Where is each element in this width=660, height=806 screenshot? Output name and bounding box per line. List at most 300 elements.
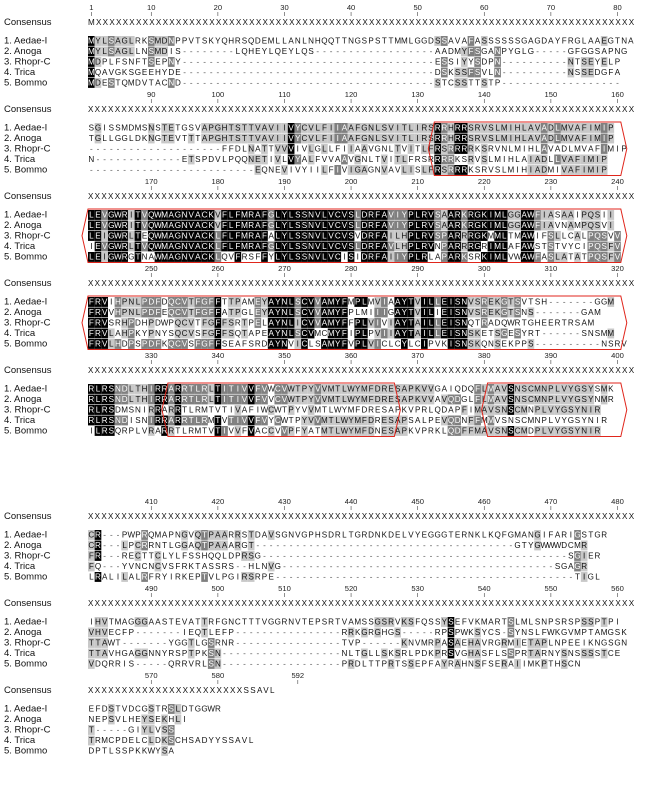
- residue: E: [255, 298, 261, 307]
- residue: F: [375, 221, 380, 230]
- residue: L: [429, 319, 434, 328]
- residue: C: [302, 340, 308, 349]
- residue: T: [249, 134, 254, 143]
- residue: N: [115, 395, 121, 404]
- residue: L: [249, 736, 254, 745]
- consensus-sequence: XXXXXXXXXXXXXXXXXXXXXXXSSAVL: [88, 686, 275, 695]
- residue: I: [270, 155, 272, 164]
- residue: L: [202, 660, 207, 669]
- gap-char: -: [550, 47, 553, 56]
- gap-char: -: [370, 639, 373, 648]
- residue: L: [429, 253, 434, 262]
- gap-char: -: [463, 573, 466, 582]
- residue: E: [395, 531, 401, 540]
- residue: R: [468, 232, 474, 241]
- gap-char: -: [363, 573, 366, 582]
- position-tick: 210: [411, 177, 424, 186]
- residue: R: [122, 232, 128, 241]
- residue: R: [455, 134, 461, 143]
- gap-char: -: [416, 552, 419, 561]
- gap-char: -: [410, 552, 413, 561]
- residue: M: [494, 211, 501, 220]
- residue: T: [582, 253, 587, 262]
- position-tick: 560: [611, 584, 624, 593]
- gap-char: -: [303, 628, 306, 637]
- residue: N: [88, 715, 94, 724]
- residue: R: [168, 649, 174, 658]
- gap-char: -: [117, 552, 120, 561]
- residue: S: [149, 715, 155, 724]
- gap-char: -: [410, 58, 413, 67]
- species-label: 4. Trica: [4, 328, 36, 339]
- gap-char: -: [563, 68, 566, 77]
- residue: F: [468, 47, 473, 56]
- gap-char: -: [137, 166, 140, 175]
- residue: S: [395, 385, 401, 394]
- residue: E: [275, 166, 281, 175]
- gap-char: -: [550, 68, 553, 77]
- residue: A: [149, 253, 155, 262]
- gap-char: -: [523, 68, 526, 77]
- residue: N: [182, 242, 188, 251]
- position-tick: 330: [145, 351, 158, 360]
- residue: S: [515, 37, 521, 46]
- residue: F: [255, 253, 260, 262]
- gap-char: -: [370, 552, 373, 561]
- gap-char: -: [210, 166, 213, 175]
- residue: F: [262, 253, 267, 262]
- residue: F: [195, 308, 200, 317]
- gap-char: -: [90, 166, 93, 175]
- residue: E: [508, 329, 514, 338]
- residue: R: [421, 134, 427, 143]
- residue: C: [155, 552, 161, 561]
- gap-char: -: [256, 639, 259, 648]
- gap-char: -: [223, 660, 226, 669]
- residue: E: [588, 68, 594, 77]
- gap-char: -: [556, 47, 559, 56]
- residue: V: [482, 134, 488, 143]
- residue: F: [115, 58, 120, 67]
- residue: W: [114, 211, 122, 220]
- residue: F: [222, 221, 227, 230]
- gap-char: -: [396, 79, 399, 88]
- gap-char: -: [177, 628, 180, 637]
- gap-char: -: [490, 552, 493, 561]
- residue: N: [361, 155, 367, 164]
- residue: M: [121, 406, 128, 415]
- residue: Q: [501, 319, 507, 328]
- residue: T: [249, 124, 254, 133]
- residue: N: [568, 649, 574, 658]
- residue: R: [475, 134, 481, 143]
- residue: K: [448, 68, 454, 77]
- residue: C: [575, 242, 581, 251]
- residue: R: [421, 406, 427, 415]
- residue: P: [209, 531, 214, 540]
- residue: P: [408, 395, 413, 404]
- gap-char: -: [430, 628, 433, 637]
- gap-char: -: [543, 340, 546, 349]
- residue: N: [295, 37, 301, 46]
- residue: M: [488, 385, 495, 394]
- residue: E: [175, 618, 181, 627]
- residue: E: [488, 298, 494, 307]
- residue: L: [349, 649, 354, 658]
- residue: R: [481, 308, 487, 317]
- residue: N: [575, 660, 581, 669]
- gap-char: -: [117, 166, 120, 175]
- residue: G: [474, 211, 480, 220]
- gap-char: -: [569, 573, 572, 582]
- residue: V: [561, 395, 567, 404]
- residue: F: [575, 166, 580, 175]
- residue: N: [308, 232, 314, 241]
- residue: R: [468, 211, 474, 220]
- residue: A: [475, 649, 481, 658]
- residue: P: [295, 416, 300, 425]
- residue: V: [322, 395, 328, 404]
- residue: G: [441, 531, 447, 540]
- residue: F: [255, 385, 260, 394]
- residue: R: [95, 329, 101, 338]
- residue: S: [395, 628, 401, 637]
- residue: S: [149, 37, 155, 46]
- residue: F: [375, 232, 380, 241]
- alignment-block: [4, 584, 635, 670]
- residue: I: [490, 221, 492, 230]
- residue: G: [141, 649, 147, 658]
- species-label: 1. Aedae-I: [4, 530, 47, 541]
- gap-char: -: [276, 628, 279, 637]
- residue: T: [142, 552, 147, 561]
- residue: K: [468, 628, 474, 637]
- residue: A: [415, 416, 421, 425]
- residue: W: [154, 221, 162, 230]
- gap-char: -: [396, 639, 399, 648]
- gap-char: -: [556, 552, 559, 561]
- residue: C: [528, 395, 534, 404]
- species-label: 1. Aedae-I: [4, 384, 47, 395]
- residue: R: [182, 660, 188, 669]
- gap-char: -: [117, 726, 120, 735]
- residue: K: [475, 145, 481, 154]
- gap-char: -: [310, 79, 313, 88]
- gap-char: -: [476, 562, 479, 571]
- residue: G: [181, 531, 187, 540]
- residue: H: [182, 736, 188, 745]
- residue: N: [148, 134, 154, 143]
- gap-char: -: [330, 552, 333, 561]
- residue: Y: [169, 639, 175, 648]
- residue: F: [329, 166, 334, 175]
- residue: T: [89, 134, 94, 143]
- residue: K: [209, 37, 215, 46]
- gap-char: -: [330, 68, 333, 77]
- residue: P: [135, 531, 140, 540]
- residue: E: [149, 68, 155, 77]
- residue: V: [288, 134, 294, 143]
- residue: A: [448, 211, 454, 220]
- gap-char: -: [536, 79, 539, 88]
- residue: G: [175, 253, 181, 262]
- residue: V: [348, 155, 354, 164]
- residue: S: [581, 618, 587, 627]
- residue: L: [362, 329, 367, 338]
- residue: G: [108, 253, 114, 262]
- residue: K: [462, 211, 468, 220]
- residue: E: [601, 58, 607, 67]
- residue: M: [394, 37, 401, 46]
- residue: L: [415, 242, 420, 251]
- residue: G: [141, 705, 147, 714]
- residue: S: [228, 736, 234, 745]
- residue: T: [195, 618, 200, 627]
- residue: Y: [555, 37, 561, 46]
- species-label: 2. Anoga: [4, 627, 42, 638]
- residue: T: [242, 124, 247, 133]
- residue: N: [495, 47, 501, 56]
- residue: I: [370, 308, 372, 317]
- residue: F: [222, 232, 227, 241]
- residue: I: [590, 124, 592, 133]
- residue: N: [595, 639, 601, 648]
- residue: R: [375, 416, 381, 425]
- gap-char: -: [416, 573, 419, 582]
- residue: N: [248, 155, 254, 164]
- residue: N: [521, 308, 527, 317]
- residue: F: [322, 124, 327, 133]
- residue: R: [102, 385, 108, 394]
- residue: V: [189, 253, 195, 262]
- residue: N: [268, 166, 274, 175]
- residue: E: [422, 531, 428, 540]
- residue: F: [255, 416, 260, 425]
- residue: N: [348, 37, 354, 46]
- residue: F: [575, 47, 580, 56]
- residue: C: [302, 134, 308, 143]
- residue: N: [115, 416, 121, 425]
- residue: S: [348, 242, 354, 251]
- residue: G: [108, 211, 114, 220]
- gap-char: -: [137, 628, 140, 637]
- residue: G: [361, 134, 367, 143]
- gap-char: -: [103, 531, 106, 540]
- residue: L: [276, 221, 281, 230]
- residue: G: [528, 47, 534, 56]
- residue: R: [242, 253, 248, 262]
- residue: H: [142, 319, 148, 328]
- residue: R: [88, 395, 94, 404]
- residue: P: [288, 406, 293, 415]
- residue: T: [389, 37, 394, 46]
- residue: V: [315, 232, 321, 241]
- residue: V: [288, 155, 294, 164]
- residue: Y: [568, 242, 574, 251]
- consensus-label: Consensus: [4, 685, 52, 696]
- residue: A: [495, 385, 501, 394]
- residue: A: [348, 618, 354, 627]
- gap-char: -: [423, 541, 426, 550]
- residue: T: [409, 319, 414, 328]
- residue: D: [455, 395, 461, 404]
- residue: R: [555, 319, 561, 328]
- gap-char: -: [376, 58, 379, 67]
- residue: R: [248, 232, 254, 241]
- residue: M: [201, 406, 208, 415]
- residue: T: [568, 253, 573, 262]
- residue: E: [548, 319, 554, 328]
- gap-char: -: [343, 562, 346, 571]
- residue: R: [435, 145, 441, 154]
- consensus-label: Consensus: [4, 17, 52, 28]
- residue: V: [142, 242, 148, 251]
- gap-char: -: [296, 68, 299, 77]
- residue: S: [109, 385, 115, 394]
- residue: P: [142, 298, 147, 307]
- gap-char: -: [390, 68, 393, 77]
- residue: A: [542, 124, 548, 133]
- residue: V: [482, 639, 488, 648]
- residue: P: [588, 253, 593, 262]
- residue: S: [468, 134, 474, 143]
- gap-char: -: [230, 166, 233, 175]
- residue: M: [101, 736, 108, 745]
- residue: T: [409, 329, 414, 338]
- residue: N: [461, 298, 467, 307]
- residue: L: [269, 47, 274, 56]
- residue: S: [555, 211, 561, 220]
- residue: L: [262, 319, 267, 328]
- residue: S: [508, 649, 514, 658]
- residue: A: [528, 37, 534, 46]
- residue: M: [354, 618, 361, 627]
- residue: T: [615, 37, 620, 46]
- gap-char: -: [137, 155, 140, 164]
- residue: T: [409, 298, 414, 307]
- residue: S: [115, 747, 121, 756]
- gap-char: -: [403, 628, 406, 637]
- residue: T: [202, 573, 207, 582]
- residue: P: [222, 573, 227, 582]
- residue: V: [189, 211, 195, 220]
- residue: Y: [268, 253, 274, 262]
- gap-char: -: [383, 552, 386, 561]
- residue: L: [522, 47, 527, 56]
- residue: F: [535, 253, 540, 262]
- residue: N: [541, 385, 547, 394]
- residue: P: [209, 541, 214, 550]
- gap-char: -: [310, 58, 313, 67]
- residue: D: [428, 37, 434, 46]
- residue: N: [341, 649, 347, 658]
- residue: V: [175, 134, 181, 143]
- residue: V: [282, 395, 288, 404]
- gap-char: -: [110, 155, 113, 164]
- residue: V: [495, 416, 501, 425]
- residue: C: [175, 298, 181, 307]
- residue: R: [615, 340, 621, 349]
- residue: N: [461, 416, 467, 425]
- residue: F: [262, 242, 267, 251]
- residue: L: [162, 552, 167, 561]
- gap-char: -: [117, 562, 120, 571]
- residue: T: [195, 134, 200, 143]
- residue: H: [528, 145, 534, 154]
- residue: I: [596, 155, 598, 164]
- residue: R: [368, 211, 374, 220]
- residue: L: [289, 319, 294, 328]
- residue: S: [382, 649, 388, 658]
- gap-char: -: [323, 541, 326, 550]
- residue: G: [201, 705, 207, 714]
- residue: P: [355, 340, 360, 349]
- residue: G: [175, 232, 181, 241]
- position-tick: 280: [345, 264, 358, 273]
- gap-char: -: [490, 562, 493, 571]
- residue: C: [162, 79, 168, 88]
- residue: F: [242, 340, 247, 349]
- residue: I: [337, 124, 339, 133]
- residue: E: [255, 166, 261, 175]
- residue: L: [216, 232, 221, 241]
- gap-char: -: [323, 660, 326, 669]
- residue: A: [215, 531, 221, 540]
- residue: Y: [209, 736, 215, 745]
- gap-char: -: [376, 47, 379, 56]
- residue: L: [236, 47, 241, 56]
- residue: S: [348, 253, 354, 262]
- residue: S: [528, 308, 534, 317]
- gap-char: -: [510, 552, 513, 561]
- residue: D: [122, 736, 128, 745]
- residue: G: [135, 649, 141, 658]
- gap-char: -: [263, 58, 266, 67]
- residue: G: [135, 618, 141, 627]
- residue: A: [448, 221, 454, 230]
- residue: Y: [568, 385, 574, 394]
- residue: V: [388, 242, 394, 251]
- residue: L: [402, 166, 407, 175]
- gap-char: -: [283, 541, 286, 550]
- residue: V: [415, 427, 421, 436]
- residue: P: [95, 747, 100, 756]
- residue: C: [202, 232, 208, 241]
- residue: V: [328, 232, 334, 241]
- residue: L: [482, 395, 487, 404]
- residue: D: [548, 134, 554, 143]
- gap-char: -: [423, 58, 426, 67]
- position-tick: 310: [545, 264, 558, 273]
- residue: G: [128, 726, 134, 735]
- residue: P: [422, 660, 427, 669]
- residue: D: [235, 145, 241, 154]
- residue: G: [581, 308, 587, 317]
- residue: D: [182, 705, 188, 714]
- gap-char: -: [163, 628, 166, 637]
- residue: R: [475, 124, 481, 133]
- position-tick: 270: [278, 264, 291, 273]
- residue: Q: [494, 531, 500, 540]
- residue: S: [435, 79, 441, 88]
- residue: A: [442, 385, 448, 394]
- residue: V: [102, 319, 108, 328]
- residue: V: [142, 79, 148, 88]
- residue: V: [428, 232, 434, 241]
- residue: G: [355, 531, 361, 540]
- gap-char: -: [190, 166, 193, 175]
- gap-char: -: [290, 649, 293, 658]
